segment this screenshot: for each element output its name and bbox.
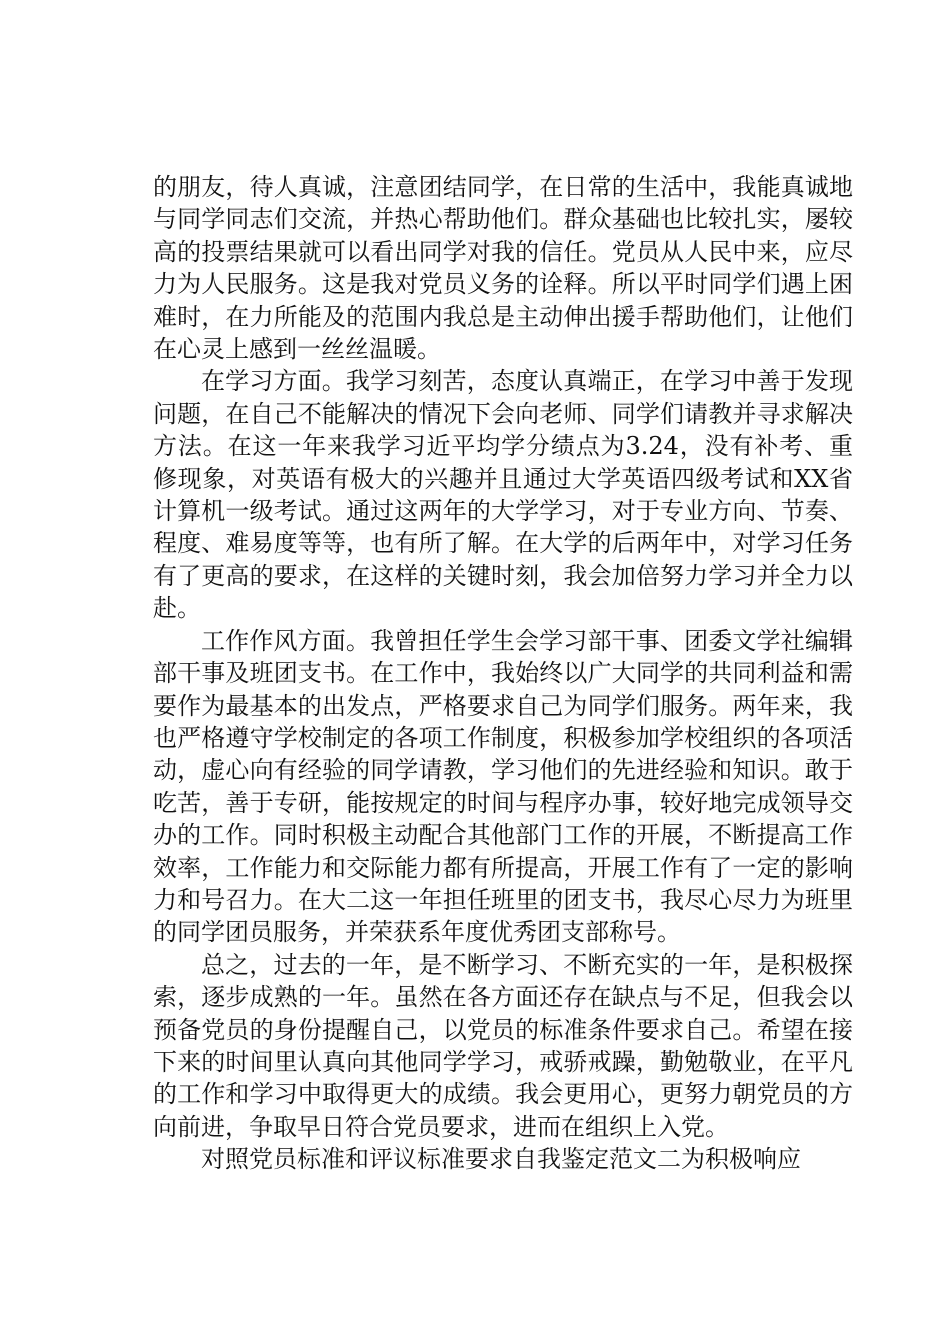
paragraph-5: 对照党员标准和评议标准要求自我鉴定范文二为积极响应	[201, 1145, 801, 1174]
paragraph-4: 总之，过去的一年，是不断学习、不断充实的一年，是积极探索，逐步成熟的一年。虽然在各方面还存在缺点与不足，但我会以预备党员的身份提醒自己，以党员的标准条件要求自己。希望在接下来的时间里认真向其他同学学习，戒骄戒躁，勤勉敬业，在平凡的工作和学习中取得更大的成绩。我会更用心，更努力朝党员的方向前进，争取早日符合党员要求，进而在组织上入党。	[153, 950, 853, 1141]
paragraph-2: 在学习方面。我学习刻苦，态度认真端正，在学习中善于发现问题，在自己不能解决的情况下会向老师、同学们请教并寻求解决方法。在这一年来我学习近平均学分绩点为3.24，没有补考、重修现象，对英语有极大的兴趣并且通过大学英语四级考试和XX省计算机一级考试。通过这两年的大学学习，对于专业方向、节奏、程度、难易度等等，也有所了解。在大学的后两年中，对学习任务有了更高的要求，在这样的关键时刻，我会加倍努力学习并全力以赴。	[153, 367, 853, 623]
paragraph-1: 的朋友，待人真诚，注意团结同学，在日常的生活中，我能真诚地与同学同志们交流，并热心帮助他们。群众基础也比较扎实，屡较高的投票结果就可以看出同学对我的信任。党员从人民中来，应尽力为人民服务。这是我对党员义务的诠释。所以平时同学们遇上困难时，在力所能及的范围内我总是主动伸出援手帮助他们，让他们在心灵上感到一丝丝温暖。	[153, 173, 853, 364]
paragraph-3: 工作作风方面。我曾担任学生会学习部干事、团委文学社编辑部干事及班团支书。在工作中，我始终以广大同学的共同利益和需要作为最基本的出发点，严格要求自己为同学们服务。两年来，我也严格遵守学校制定的各项工作制度，积极参加学校组织的各项活动，虚心向有经验的同学请教，学习他们的先进经验和知识。敢于吃苦，善于专研，能按规定的时间与程序办事，较好地完成领导交办的工作。同时积极主动配合其他部门工作的开展，不断提高工作效率，工作能力和交际能力都有所提高，开展工作有了一定的影响力和号召力。在大二这一年担任班里的团支书，我尽心尽力为班里的同学团员服务，并荣获系年度优秀团支部称号。	[153, 626, 853, 947]
document-body	[153, 171, 853, 1176]
